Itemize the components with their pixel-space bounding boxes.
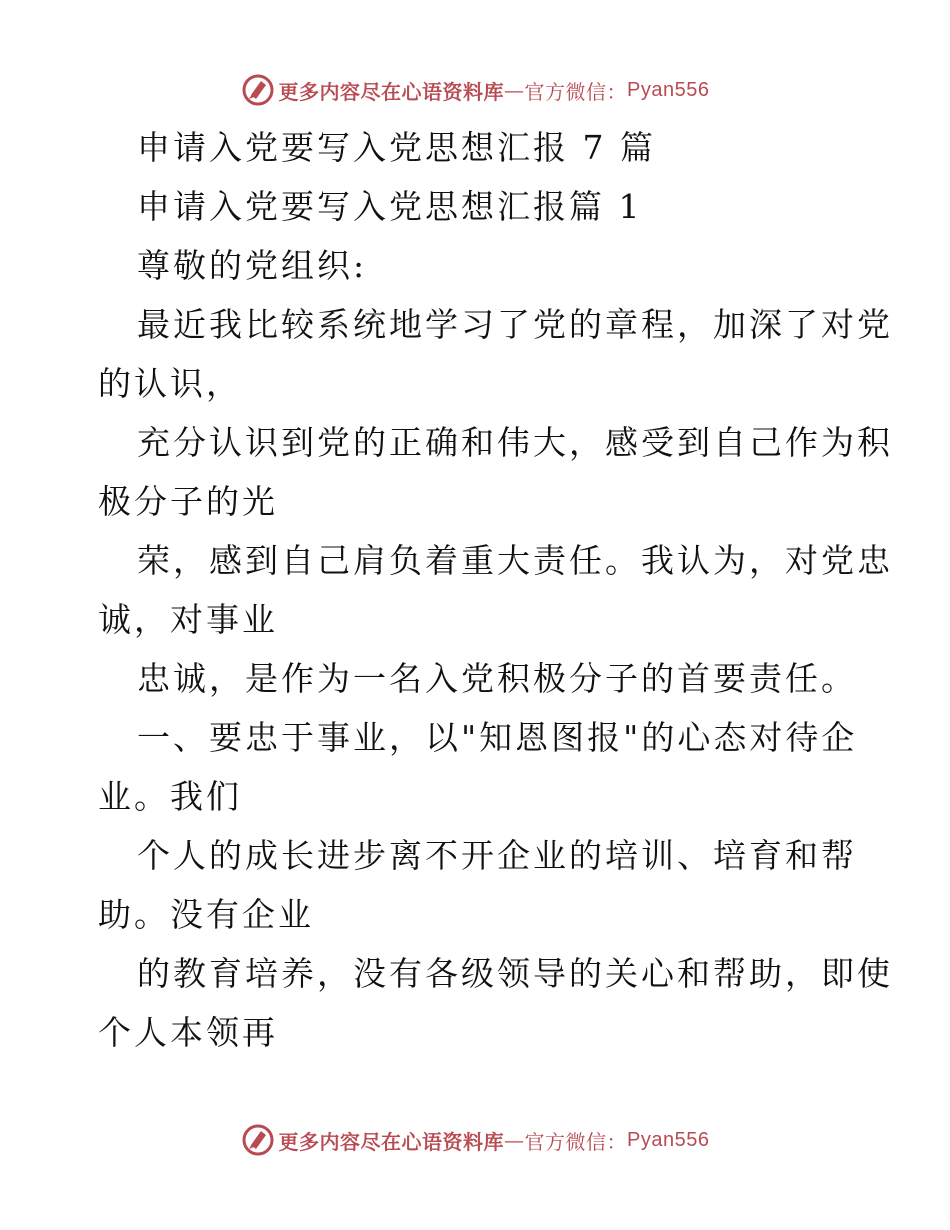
section-title: 申请入党要写入党思想汇报篇 1 — [137, 187, 643, 226]
body-line: 一、要忠于事业，以"知恩图报"的心态对待企 — [137, 718, 858, 757]
brand-logo-icon — [241, 1123, 275, 1157]
footer-wechat-label: 官方微信： — [524, 1129, 628, 1154]
brand-logo-icon — [241, 73, 275, 107]
body-line: 忠诚，是作为一名入党积极分子的首要责任。 — [137, 659, 857, 698]
footer-dash: — — [504, 1128, 525, 1152]
header-brand-text: 更多内容尽在心语资料库 — [278, 79, 505, 104]
body-line: 助。没有企业 — [98, 895, 314, 934]
header-wechat-label: 官方微信： — [524, 79, 628, 104]
body-line: 的教育培养，没有各级领导的关心和帮助，即使 — [137, 954, 893, 993]
footer-brand-text: 更多内容尽在心语资料库 — [278, 1129, 505, 1154]
body-line: 的认识， — [98, 364, 242, 403]
body-line: 最近我比较系统地学习了党的章程，加深了对党 — [137, 305, 893, 344]
body-line: 个人本领再 — [98, 1013, 278, 1052]
document-title: 申请入党要写入党思想汇报 7 篇 — [137, 128, 656, 167]
header-watermark — [0, 72, 950, 108]
salutation: 尊敬的党组织: — [137, 246, 368, 285]
body-line: 极分子的光 — [98, 482, 278, 521]
body-line: 业。我们 — [98, 777, 242, 816]
header-wechat-id: Pyan556 — [627, 78, 710, 101]
footer-wechat-id: Pyan556 — [627, 1128, 710, 1151]
document-body — [98, 118, 893, 1062]
header-dash: — — [504, 78, 525, 102]
body-line: 个人的成长进步离不开企业的培训、培育和帮 — [137, 836, 857, 875]
body-line: 充分认识到党的正确和伟大，感受到自己作为积 — [137, 423, 893, 462]
footer-watermark — [0, 1122, 950, 1158]
body-line: 诚，对事业 — [98, 600, 278, 639]
body-line: 荣，感到自己肩负着重大责任。我认为，对党忠 — [137, 541, 893, 580]
